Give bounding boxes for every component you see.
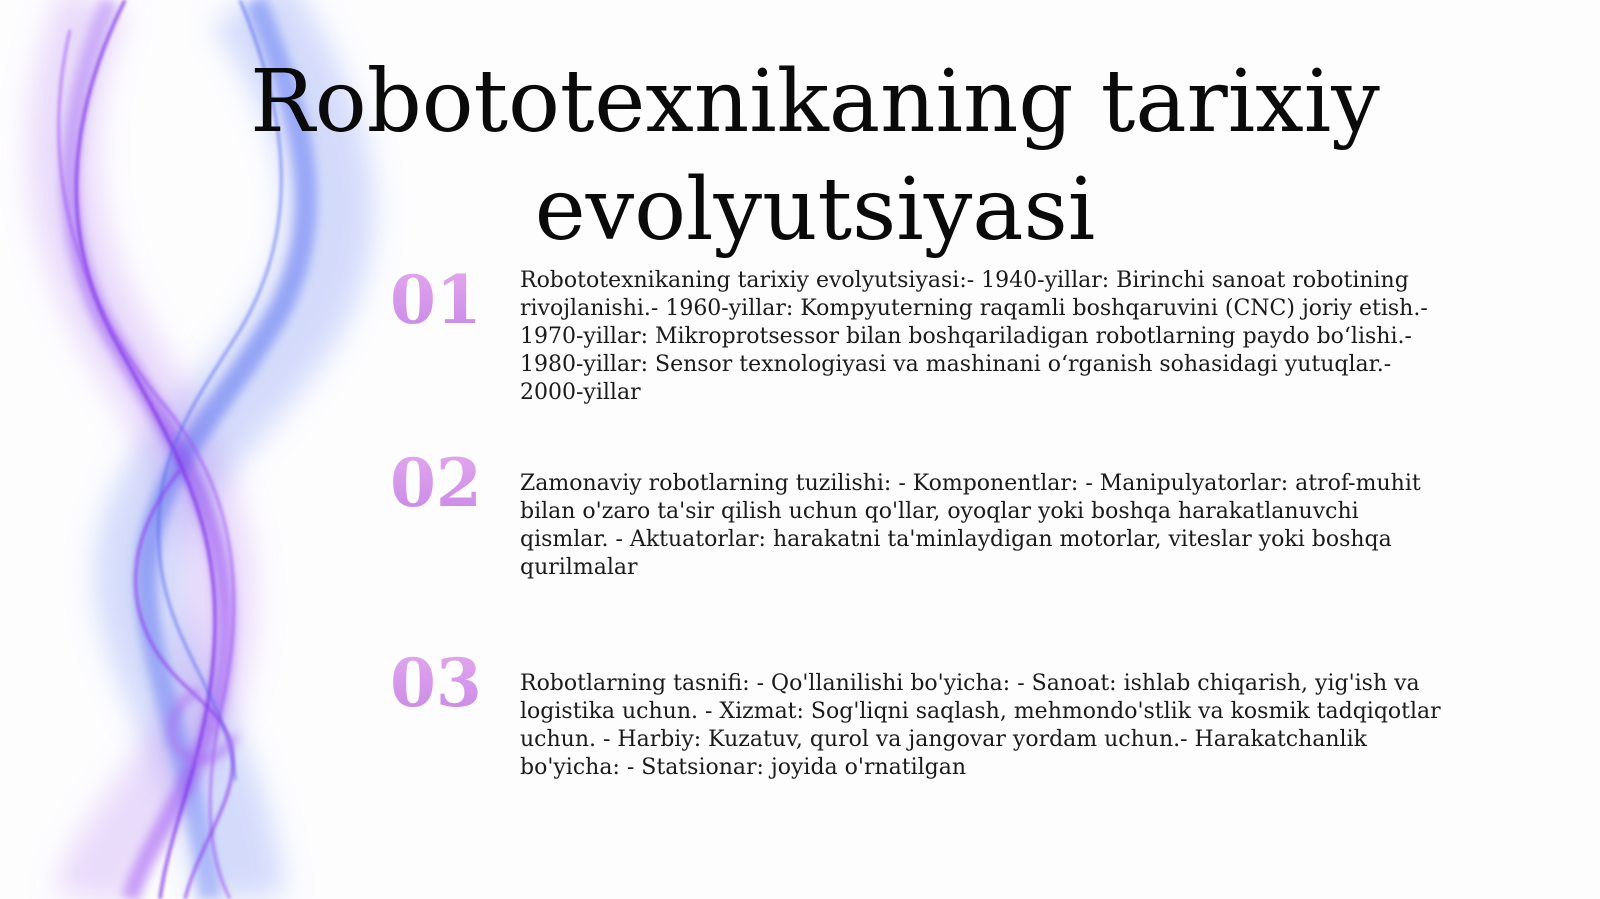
slide-title: Robototexnikaning tarixiy evolyutsiyasi	[250, 52, 1380, 260]
item-number: 03	[390, 648, 490, 718]
item-text: Robotlarning tasnifi: - Qo'llanilishi bo'yicha: - Sanoat: ishlab chiqarish, yig'ish va logistika uchun. - Xizmat: Sog'liqni saqlash, mehmondo'stlik va kosmik tadqiqotlar uchun. - Harbiy: Kuzatuv, qurol va jangovar yordam uchun.- Harakatchanlik bo'yicha: - Statsionar: joyida o'rnatilgan	[520, 671, 1441, 780]
item-text: Robototexnikaning tarixiy evolyutsiyasi:- 1940-yillar: Birinchi sanoat robotining rivojlanishi.- 1960-yillar: Kompyuterning raqamli boshqaruvini (CNC) joriy etish.- 1970-yillar: Mikroprotsessor bilan boshqariladigan robotlarning paydo bo‘lishi.- 1980-yillar: Sensor texnologiyasi va mashinani o‘rganish sohasidagi yutuqlar.- 2000-yillar	[520, 268, 1428, 405]
item-number: 01	[390, 265, 490, 335]
item-number: 02	[390, 448, 490, 518]
item-text: Zamonaviy robotlarning tuzilishi: - Komponentlar: - Manipulyatorlar: atrof-muhit bilan o'zaro ta'sir qilish uchun qo'llar, oyoqlar yoki boshqa harakatlanuvchi qismlar. - Aktuatorlar: harakatni ta'minlaydigan motorlar, viteslar yoki boshqa qurilmalar	[520, 471, 1421, 580]
